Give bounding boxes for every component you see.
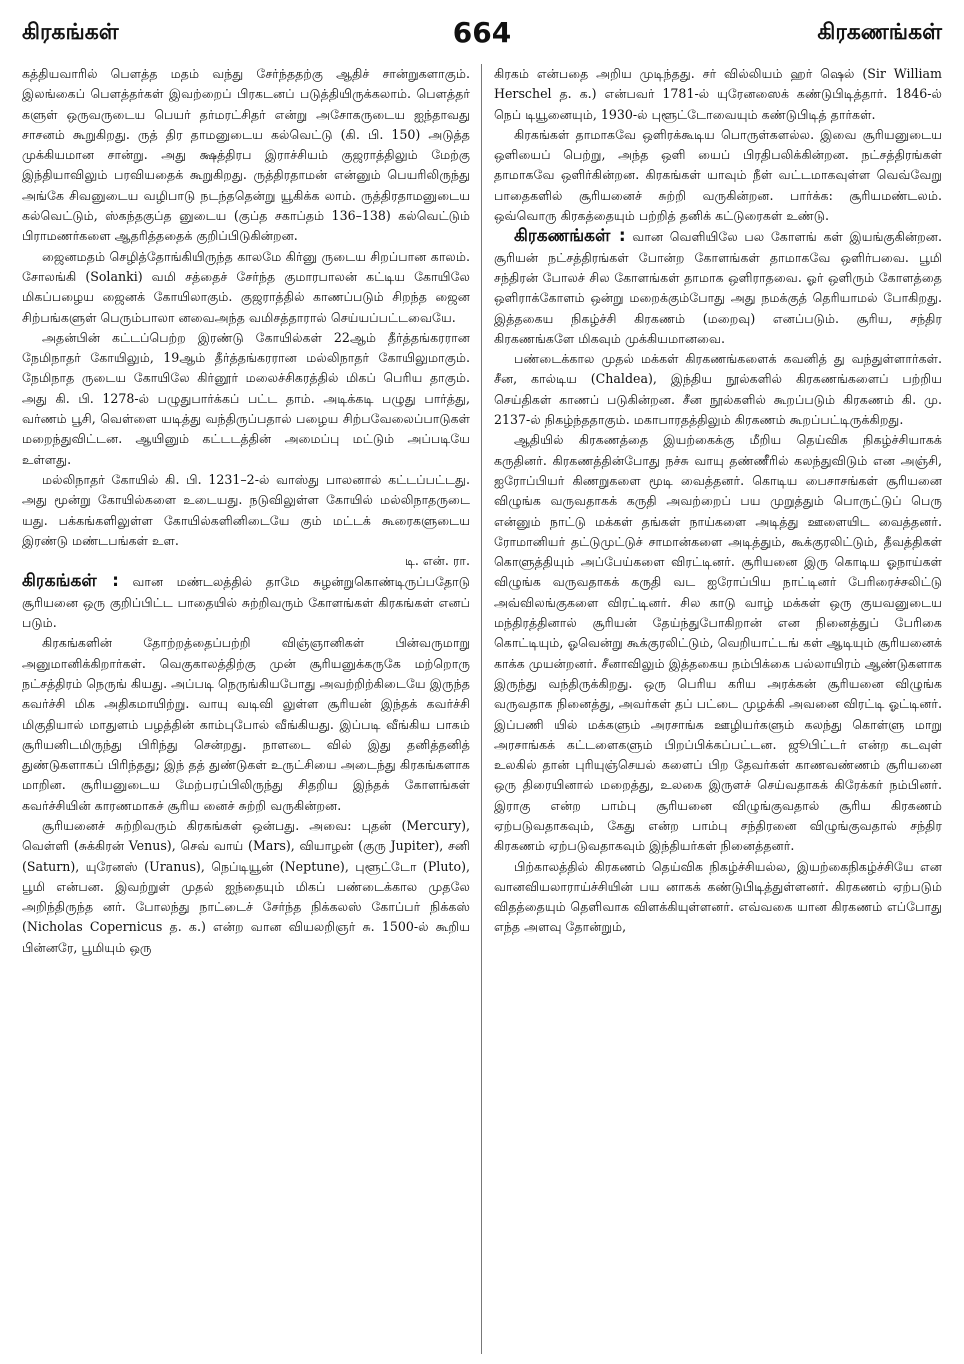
paragraph: சூரியனைச் சுற்றிவரும் கிரகங்கள் ஒன்பது. அவை: புதன் (Mercury), வெள்ளி (சுக்கிரன் Venus), செவ் வாய் (Mars), வியாழன் (குரு Jupiter), சனி (Saturn), யுரேனஸ் (Uranus), நெப்டியூன் (Neptune), புளூட்டோ (Pluto), பூமி என்பன. இவற்றுள் முதல் ஐந்தையும் மிகப் பண்டைக்கால முதலே அறிந்திருந்த னர். போலந்து நாட்டைச் சேர்ந்த நிக்கலஸ் கோப்பர் நிக்கஸ் (Nicholas Copernicus த. க.) என்ற வான வியலறிஞர் சு. 1500-ல் கூறிய பின்னரே, பூமியும் ஒரு [22, 817, 470, 955]
page-header [22, 16, 942, 56]
paragraph: ஆதியில் கிரகணத்தை இயற்கைக்கு மீறிய தெய்விக நிகழ்ச்சியாகக் கருதினர். கிரகணத்தின்போது நச்சு வாயு தண்ணீரில் கலந்துவிடும் என அஞ்சி, ஐரோப்பியர் கிணறுகளை மூடி வைத்தனர். கொடிய பைசாசங்கள் சூரியனை விழுங்க வருவதாகக் கருதி அவற்றைப் பய முறுத்தும் பொருட்டுப் பெரு என்னும் நாட்டு மக்கள் தங்கள் நாய்களை அடித்து ஊளையிட வைத்தனர். ரோமானியர் தட்டுமுட்டுச் சாமான்களை அடித்தும், கூக்குரலிட்டும், தீவத்திகள் கொளுத்தியும் அப்பேய்களை விரட்டினர். சூரியனை இரு கொடிய ஓநாய்கள் விழுங்க வருவதாகக் கருதி வட ஐரோப்பிய நாட்டினர் பேரிரைச்சலிட்டு அவ்விலங்குகளை விரட்டினர். சில காடு வாழ் மக்கள் ஒரு குயவனுடைய மந்திரத்தினால் சூரியன் தேய்ந்துபோகிறான் என நினைத்துப் பேரிகை கொட்டியும், ஓவென்று கூக்குரலிட்டும், வெறியாட்டங் கள் ஆடியும் சூரியனைக் காக்க முயன்றனர். சீனாவிலும் இத்தகைய நம்பிக்கை பல்லாயிரம் ஆண்டுகளாக இருந்து வந்திருக்கிறது. ஒரு பெரிய கரிய அரக்கன் சூரியனை விழுங்க வருவதாக நினைத்து, அவர்கள் தப் பட்டை முழக்கி அவனை விரட்டி ஓட்டினர். இப்பணி யில் மக்களும் அரசாங்க ஊழியர்களும் கலந்து கொள்ளு மாறு அரசாங்கக் கட்டளைகளும் பிறப்பிக்கப்பட்டன. ஜூபிட்டர் என்ற கடவுள் உலகில் தான் புரியுஞ்செயல் களைப் பிற தேவர்கள் காணவண்ணம் சூரியனை ஒரு திரையினால் மறைத்து, உலகை இருளச் செய்வதாகக் கிரேக்கர் நம்பினர். இராகு என்ற பாம்பு சூரியனை விழுங்குவதால் சூரிய கிரகணம் ஏற்படுவதாகவும், கேது என்ற பாம்பு சந்திரனை விழுங்குவதால் சந்திர கிரகணம் ஏற்படுவதாகவும் இந்தியர்கள் நினைத்தனர். [494, 432, 942, 854]
paragraph: பிற்காலத்தில் கிரகணம் தெய்விக நிகழ்ச்சியல்ல, இயற்கைநிகழ்ச்சியே என வானவியலாராய்ச்சியின் பய னாகக் கண்டுபிடித்துள்ளனர். கிரகணம் ஏற்படும் விதத்தையும் தெளிவாக விளக்கியுள்ளனர். எவ்வகை யான கிரகணம் எப்போது எந்த அளவு தோன்றும், [494, 858, 942, 935]
paragraph: மல்லிநாதர் கோயில் கி. பி. 1231–2-ல் வாஸ்து பாலனால் கட்டப்பட்டது. அது மூன்று கோயில்களை உடையது. நடுவிலுள்ள கோயில் மல்லிநாதருடை யது. பக்கங்களிலுள்ள கோயில்களினிடையே கும் மட்டக் கூரைகளுடைய இரண்டு மண்டபங்கள் உள. [22, 471, 470, 548]
running-head-right: கிரகணங்கள் [817, 20, 942, 45]
paragraph: கிரகங்கள் தாமாகவே ஒளிரக்கூடிய பொருள்களல்ல. இவை சூரியனுடைய ஒளியைப் பெற்று, அந்த ஒளி யைப் பிரதிபலிக்கின்றன. நட்சத்திரங்கள் தாமாகவே ஒளிர்கின்றன. கிரகங்கள் யாவும் நீள் வட்டமாகவுள்ள வெவ்வேறு பாதைகளில் சூரியனைச் சுற்றி வருகின்றன. பார்க்க: சூரியமண்டலம். ஒவ்வொரு கிரகத்தையும் பற்றித் தனிக் கட்டுரைகள் உண்டு. [494, 126, 942, 224]
entry-paragraph [494, 226, 942, 349]
paragraph: கத்தியவாரில் பௌத்த மதம் வந்து சேர்ந்ததற்கு ஆதிச் சான்றுகளாகும். இலங்கைப் பௌத்தர்கள் இவற்றைப் பிரகடனப் படுத்தியிருக்கலாம். பௌத்தர் களுள் ஒருவருடைய பெயர் தர்மரட்சிதர் என்று அசோகருடைய ஐந்தாவது சாசனம் கூறுகிறது. ருத் திர தாமனுடைய கல்வெட்டு (கி. பி. 150) அடுத்த முக்கியமான சான்று. அது க்ஷத்திரப இராச்சியம் குஜராத்திலும் மேற்கு இந்தியாவிலும் பரவியதைக் கூறுகிறது. ருத்திரதாமன் என்னும் பெயரிலிருந்து அங்கே சிவனுடைய வழிபாடு நடந்ததென்று யூகிக்க லாம். ருத்திரதாமனுடைய கல்வெட்டும், ஸ்கந்தகுப்த னுடைய (குப்த சகாப்தம் 136–138) கல்வெட்டும் பிராமணர்களை ஆதரித்ததைக் குறிப்பிடுகின்றன. [22, 66, 470, 244]
entry-text: வான மண்டலத்தில் தாமே சுழன்றுகொண்டிருப்பதோடு சூரியனை ஒரு குறிப்பிட்ட பாதையில் சுற்றிவரும் கோளங்கள் கிரகங்கள் எனப் படும். [22, 574, 470, 631]
right-column [494, 64, 942, 1354]
paragraph: அதன்பின் கட்டப்பெற்ற இரண்டு கோயில்கள் 22ஆம் தீர்த்தங்கரரான நேமிநாதர் கோயிலும், 19ஆம் தீர்த்தங்கரரான மல்லிநாதர் கோயிலுமாகும். நேமிநாத ருடைய கோயிலே கிர்னூர் மலைச்சிகரத்தில் மிகப் பெரிய தாகும். அது கி. பி. 1278-ல் பழுதுபார்க்கப் பட்ட தாம். அடிக்கடி பழுது பார்த்து, வர்ணம் பூசி, வெள்ளை யடித்து வந்திருப்பதால் பழைய சிற்பவேலைப்பாடுகள் மறைந்துவிட்டன. ஆயினும் கட்டடத்தின் அமைப்பு மட்டும் அப்படியே உள்ளது. [22, 329, 470, 467]
paragraph: ஜைனமதம் செழித்தோங்கியிருந்த காலமே கிர்னு ருடைய சிறப்பான காலம். சோலங்கி (Solanki) வமி சத்தைச் சேர்ந்த குமாரபாலன் கட்டிய கோயிலே மிகப்பழைய ஜைனக் கோயிலாகும். குஜராத்தில் காணப்படும் சிறந்த ஜைன சிற்பங்களுள் பெரும்பாலா னவைஅந்த வமிசத்தாரால் செய்யப்பட்டவையே. [22, 248, 470, 325]
entry-paragraph [22, 571, 470, 633]
author-signature: டி. என். ரா. [404, 553, 470, 569]
column-divider [481, 64, 482, 1354]
entry-text: வான வெளியிலே பல கோளங் கள் இயங்குகின்றன. சூரியன் நட்சத்திரங்கள் போன்ற கோளங்கள் தாமாகவே ஒளிர்பவை. பூமி சந்திரன் போலச் சில கோளங்கள் தாமாக ஒளிராதவை. ஓர் ஒளிரும் கோளத்தை ஒளிராக்கோளம் ஒன்று மறைக்கும்போது அது நமக்குத் தெரியாமல் போகிறது. இத்தகைய நிகழ்ச்சி கிரகணம் (மறைவு) எனப்படும். சூரிய, சந்திர கிரகணங்களே மிகவும் முக்கியமானவை. [494, 229, 942, 346]
running-head-left: கிரகங்கள் [22, 20, 119, 45]
paragraph: கிரகங்களின் தோற்றத்தைப்பற்றி விஞ்ஞானிகள் பின்வருமாறு அனுமானிக்கிறார்கள். வெகுகாலத்திற்கு முன் சூரியனுக்கருகே மற்றொரு நட்சத்திரம் நெருங் கியது. அப்படி நெருங்கியபோது அவற்றிற்கிடையே இருந்த கவர்ச்சி மிக அதிகமாயிற்று. வாயு வடிவி லுள்ள சூரியன் இந்தக் கவர்ச்சி மிகுதியால் மாதுளம் பழத்தின் காம்புபோல் வீங்கியது. இப்படி வீங்கிய பாகம் சூரியனிடமிருந்து பிரிந்து சென்றது. நாளடை வில் இது தனித்தனித் துண்டுகளாகப் பிரிந்தது; இந் தத் துண்டுகள் உருட்சியை அடைந்து கிரகங்களாக மாறின. சூரியனுடைய மேற்பரப்பிலிருந்து சிதறிய இந்தக் கோளங்கள் கவர்ச்சியின் காரணமாகச் சூரிய னைச் சுற்றி வருகின்றன. [22, 635, 470, 813]
left-column [22, 64, 470, 1354]
paragraph: கிரகம் என்பதை அறிய முடிந்தது. சர் வில்லியம் ஹர் ஷெல் (Sir William Herschel த. க.) என்பவர் 1781-ல் யுரேனஸைக் கண்டுபிடித்தார். 1846-ல் நெப் டியூனையும், 1930-ல் புளூட்டோவையும் கண்டுபிடித் தார்கள். [494, 66, 942, 122]
entry-heading: கிரகணங்கள் : [514, 226, 626, 247]
paragraph: பண்டைக்கால முதல் மக்கள் கிரகணங்களைக் கவனித் து வந்துள்ளார்கள். சீன, கால்டிய (Chaldea), இந்திய நூல்களில் கிரகணங்களைப் பற்றிய செய்திகள் காணப் படுகின்றன. சீன நூல்களில் கூறப்படும் கிரகணம் கி. மு. 2137-ல் நிகழ்ந்ததாகும். மகாபாரதத்திலும் கிரகணம் கூறப்பட்டிருக்கிறது. [494, 351, 942, 428]
page-number: 664 [452, 16, 512, 49]
entry-heading: கிரகங்கள் : [22, 571, 119, 592]
